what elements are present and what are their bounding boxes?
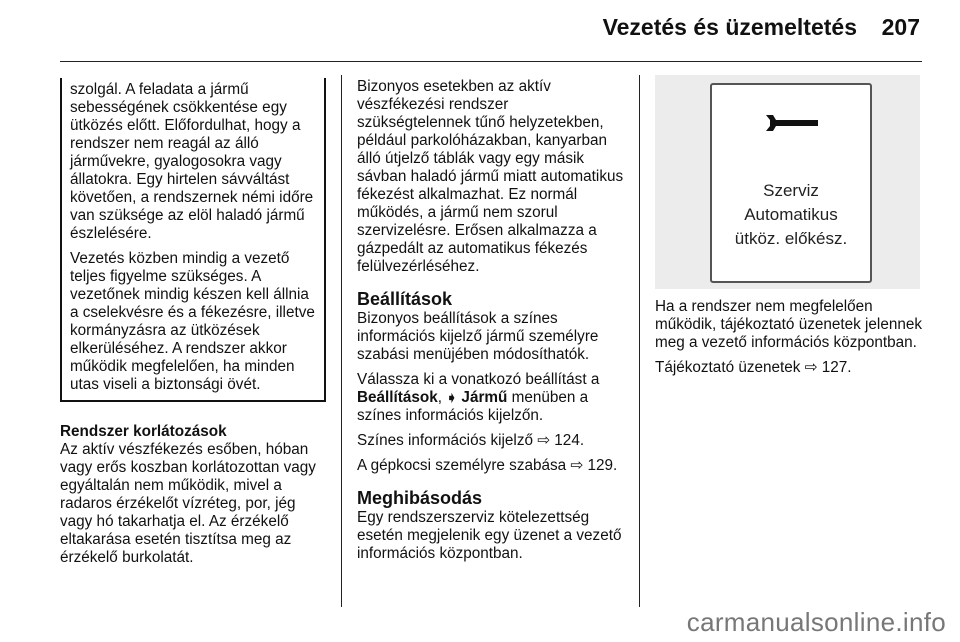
- display-message: [712, 179, 870, 251]
- page-number: 207: [881, 14, 920, 40]
- page-header-title: Vezetés és üzemeltetés: [602, 14, 857, 40]
- system-limits-heading: Rendszer korlátozások: [60, 423, 227, 440]
- settings-text: Bizonyos beállítások a színes információs kijelző jármű személyre szabási menüjében módosíthatók.: [357, 310, 599, 363]
- settings-menu-label: Beállítások: [357, 389, 438, 406]
- wrench-icon: [764, 112, 820, 134]
- driver-info-display: [710, 83, 872, 283]
- note-box: [60, 78, 326, 402]
- cross-ref-personalization: A gépkocsi személyre szabása ⇨ 129.: [357, 457, 618, 474]
- column-divider-2: [639, 75, 640, 607]
- fault-heading: Meghibásodás: [357, 488, 483, 508]
- settings-heading: Beállítások: [357, 289, 453, 309]
- column-divider-1: [341, 75, 342, 607]
- column-3: [655, 298, 923, 384]
- column-2: [357, 78, 625, 570]
- display-line-2: Automatikus: [744, 205, 838, 224]
- note-paragraph-2: Vezetés közben mindig a vezető teljes figyelme szükséges. A vezetőnek mindig készen kell állnia a cselekvésre és a fékezésre, illetve kormányzásra az ütközések elkerüléséhez. A rendszer akkor működik megfelelően, ha minden utas viseli a biztonsági övét.: [70, 250, 315, 393]
- watermark: carmanualsonline.info: [686, 607, 946, 637]
- menu-arrow-icon: ➧: [446, 390, 458, 405]
- header-rule: [60, 61, 922, 62]
- cross-ref-info-messages: Tájékoztató üzenetek ⇨ 127.: [655, 359, 852, 376]
- display-line-3: ütköz. előkész.: [734, 229, 848, 248]
- system-limits-text: Az aktív vészfékezés esőben, hóban vagy erős koszban korlátozottan vagy egyáltalán nem működik, mivel a radaros érzékelőt vízréteg, por, jég vagy hó takarhatja el. Az érzékelő eltakarása esetén tisztítsa meg az érzékelő burkolatát.: [60, 441, 316, 566]
- display-line-1: Szerviz: [763, 181, 819, 200]
- paragraph-intro: Bizonyos esetekben az aktív vészfékezési rendszer szükségtelennek tűnő helyzetekben, például parkolóházakban, kanyarban álló útjelző táblák vagy egy másik sávban haladó jármű miatt automatikus fékezést alkalmazhat. Ez normál működés, a jármű nem szorul szervizelésre. Erősen alkalmazza a gázpedált az automatikus fékezés felülvezérléséhez.: [357, 78, 624, 275]
- column-1: [60, 78, 326, 574]
- fault-text: Egy rendszerszerviz kötelezettség esetén megjelenik egy üzenet a vezető információs központban.: [357, 509, 622, 562]
- vehicle-menu-label: Jármű: [457, 389, 508, 406]
- cross-ref-info-display: Színes információs kijelző ⇨ 124.: [357, 432, 585, 449]
- malfunction-info-text: Ha a rendszer nem megfelelően működik, tájékoztató üzenetek jelennek meg a vezető információs központban.: [655, 298, 923, 351]
- note-paragraph-1: szolgál. A feladata a jármű sebességének csökkentése egy ütközés előtt. Előfordulhat, hogy a rendszer nem reagál az álló járművekre, gyalogosokra vagy állatokra. Egy hirtelen sávváltást követően, a rendszernek némi időre van szüksége az elöl haladó jármű észlelésére.: [70, 81, 314, 242]
- settings-select-text: Válassza ki a vonatkozó beállítást a Beállítások, ➧ Jármű menüben a színes információs kijelzőn.: [357, 371, 600, 424]
